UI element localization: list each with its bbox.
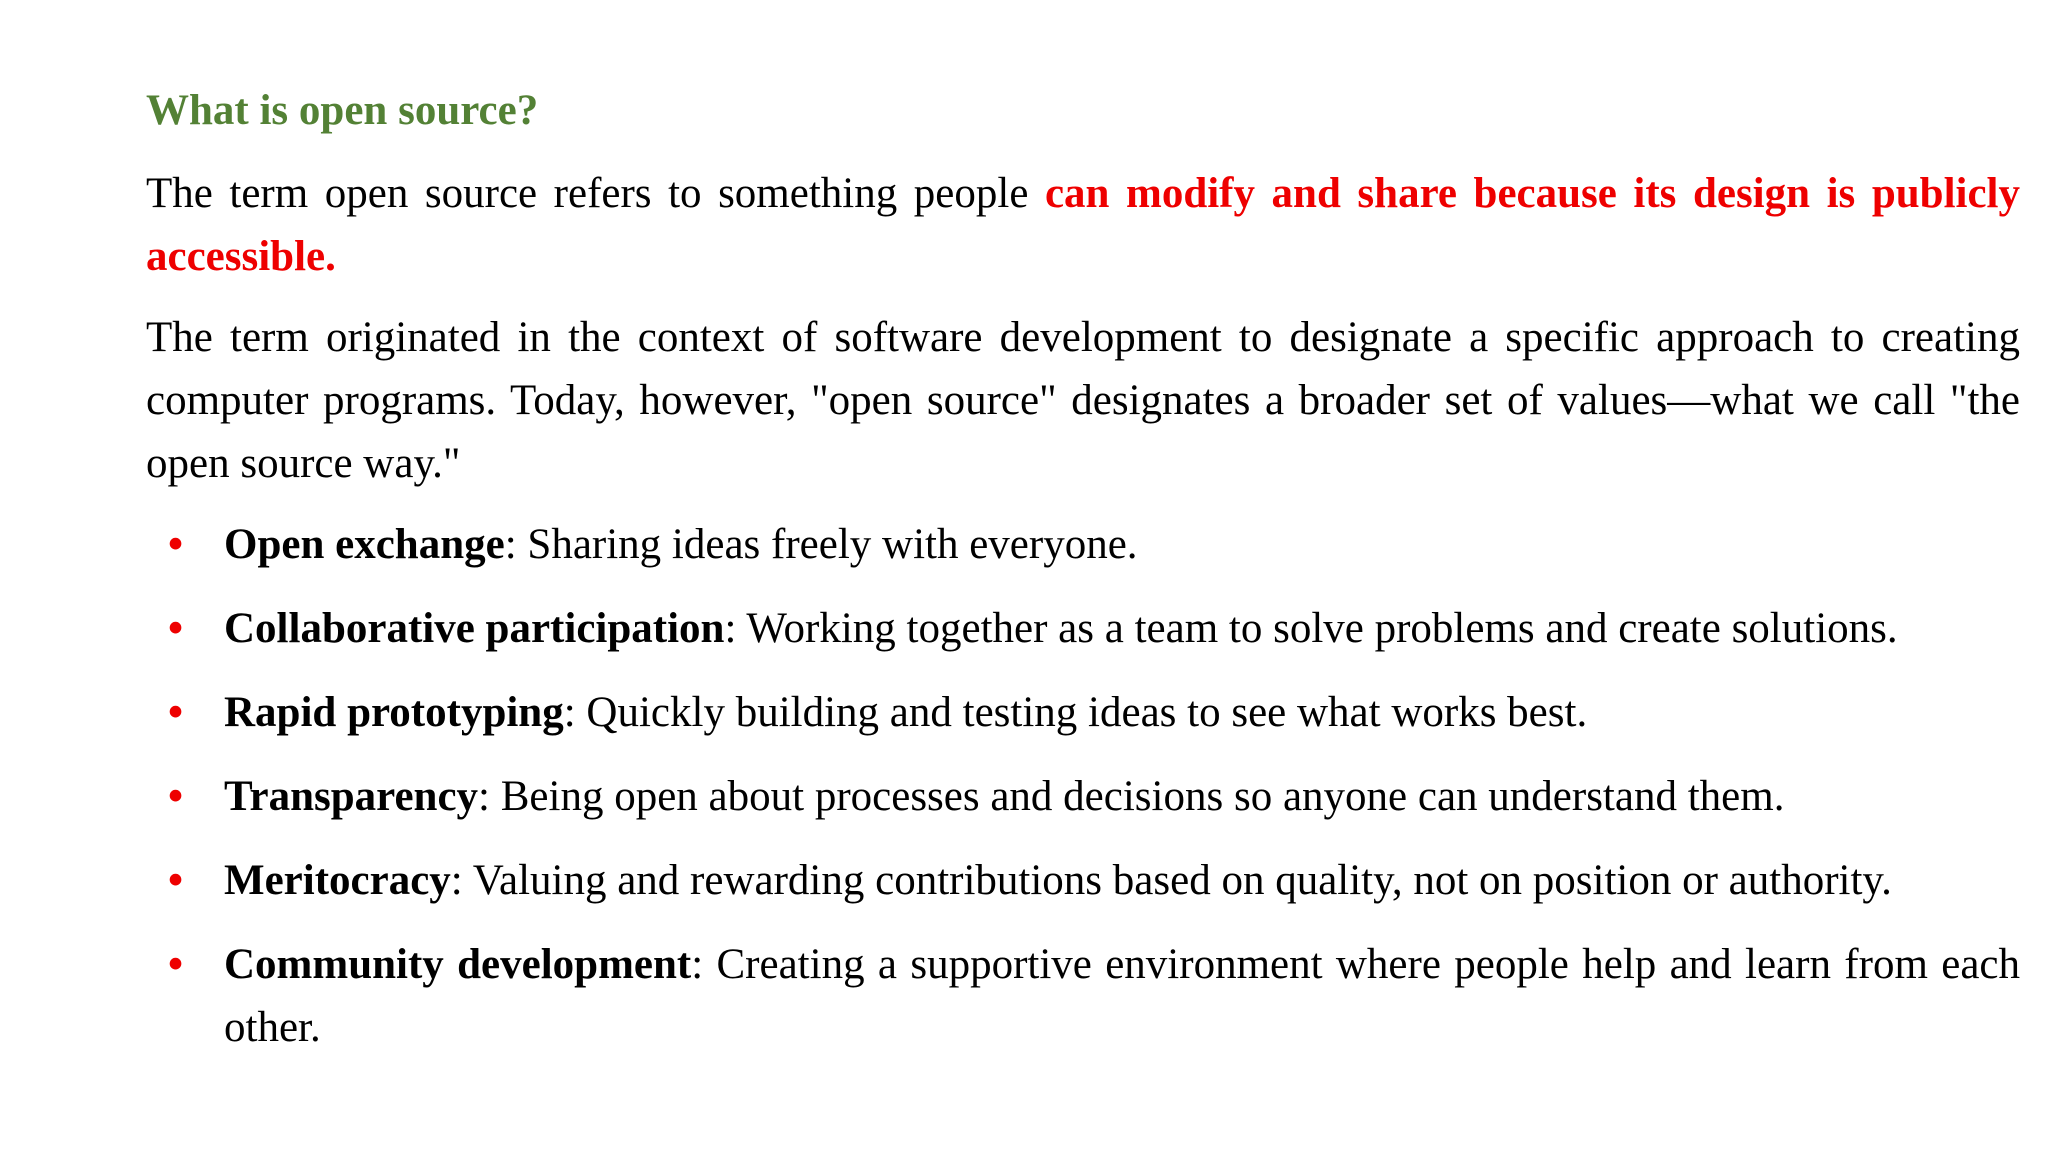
value-term: Community development xyxy=(224,941,692,988)
intro-lead-text: The term open source refers to something people xyxy=(146,170,1045,217)
values-list xyxy=(146,513,2020,1059)
value-description: : Sharing ideas freely with everyone. xyxy=(504,521,1138,568)
bullet-icon: • xyxy=(168,689,184,736)
bullet-icon: • xyxy=(168,605,184,652)
intro-highlight-text: can modify and share because its design is publicly accessible. xyxy=(146,170,2020,280)
list-item xyxy=(146,933,2020,1059)
intro-paragraph xyxy=(146,162,2020,288)
bullet-icon: • xyxy=(168,857,184,904)
list-item xyxy=(146,765,2020,828)
section-heading: What is open source? xyxy=(146,87,539,134)
list-item xyxy=(146,849,2020,912)
document-body xyxy=(146,78,2020,1080)
value-description: : Valuing and rewarding contributions based on quality, not on position or authority. xyxy=(450,857,1892,904)
context-paragraph: The term originated in the context of software development to designate a specific approach to creating computer programs. Today, however, "open source" designates a broader set of values—what we call "the open source way." xyxy=(146,314,2020,487)
value-term: Open exchange xyxy=(224,521,505,568)
value-term: Collaborative participation xyxy=(224,605,725,652)
value-description: : Creating a supportive environment where people help and learn from each other. xyxy=(224,941,2020,1051)
value-term: Transparency xyxy=(224,773,479,820)
list-item xyxy=(146,513,2020,576)
bullet-icon: • xyxy=(168,941,184,988)
list-item xyxy=(146,597,2020,660)
bullet-icon: • xyxy=(168,773,184,820)
value-description: : Working together as a team to solve problems and create solutions. xyxy=(724,605,1898,652)
value-description: : Quickly building and testing ideas to see what works best. xyxy=(563,689,1588,736)
list-item xyxy=(146,681,2020,744)
value-description: : Being open about processes and decisions so anyone can understand them. xyxy=(478,773,1785,820)
value-term: Rapid prototyping xyxy=(224,689,564,736)
bullet-icon: • xyxy=(168,521,184,568)
value-term: Meritocracy xyxy=(224,857,451,904)
